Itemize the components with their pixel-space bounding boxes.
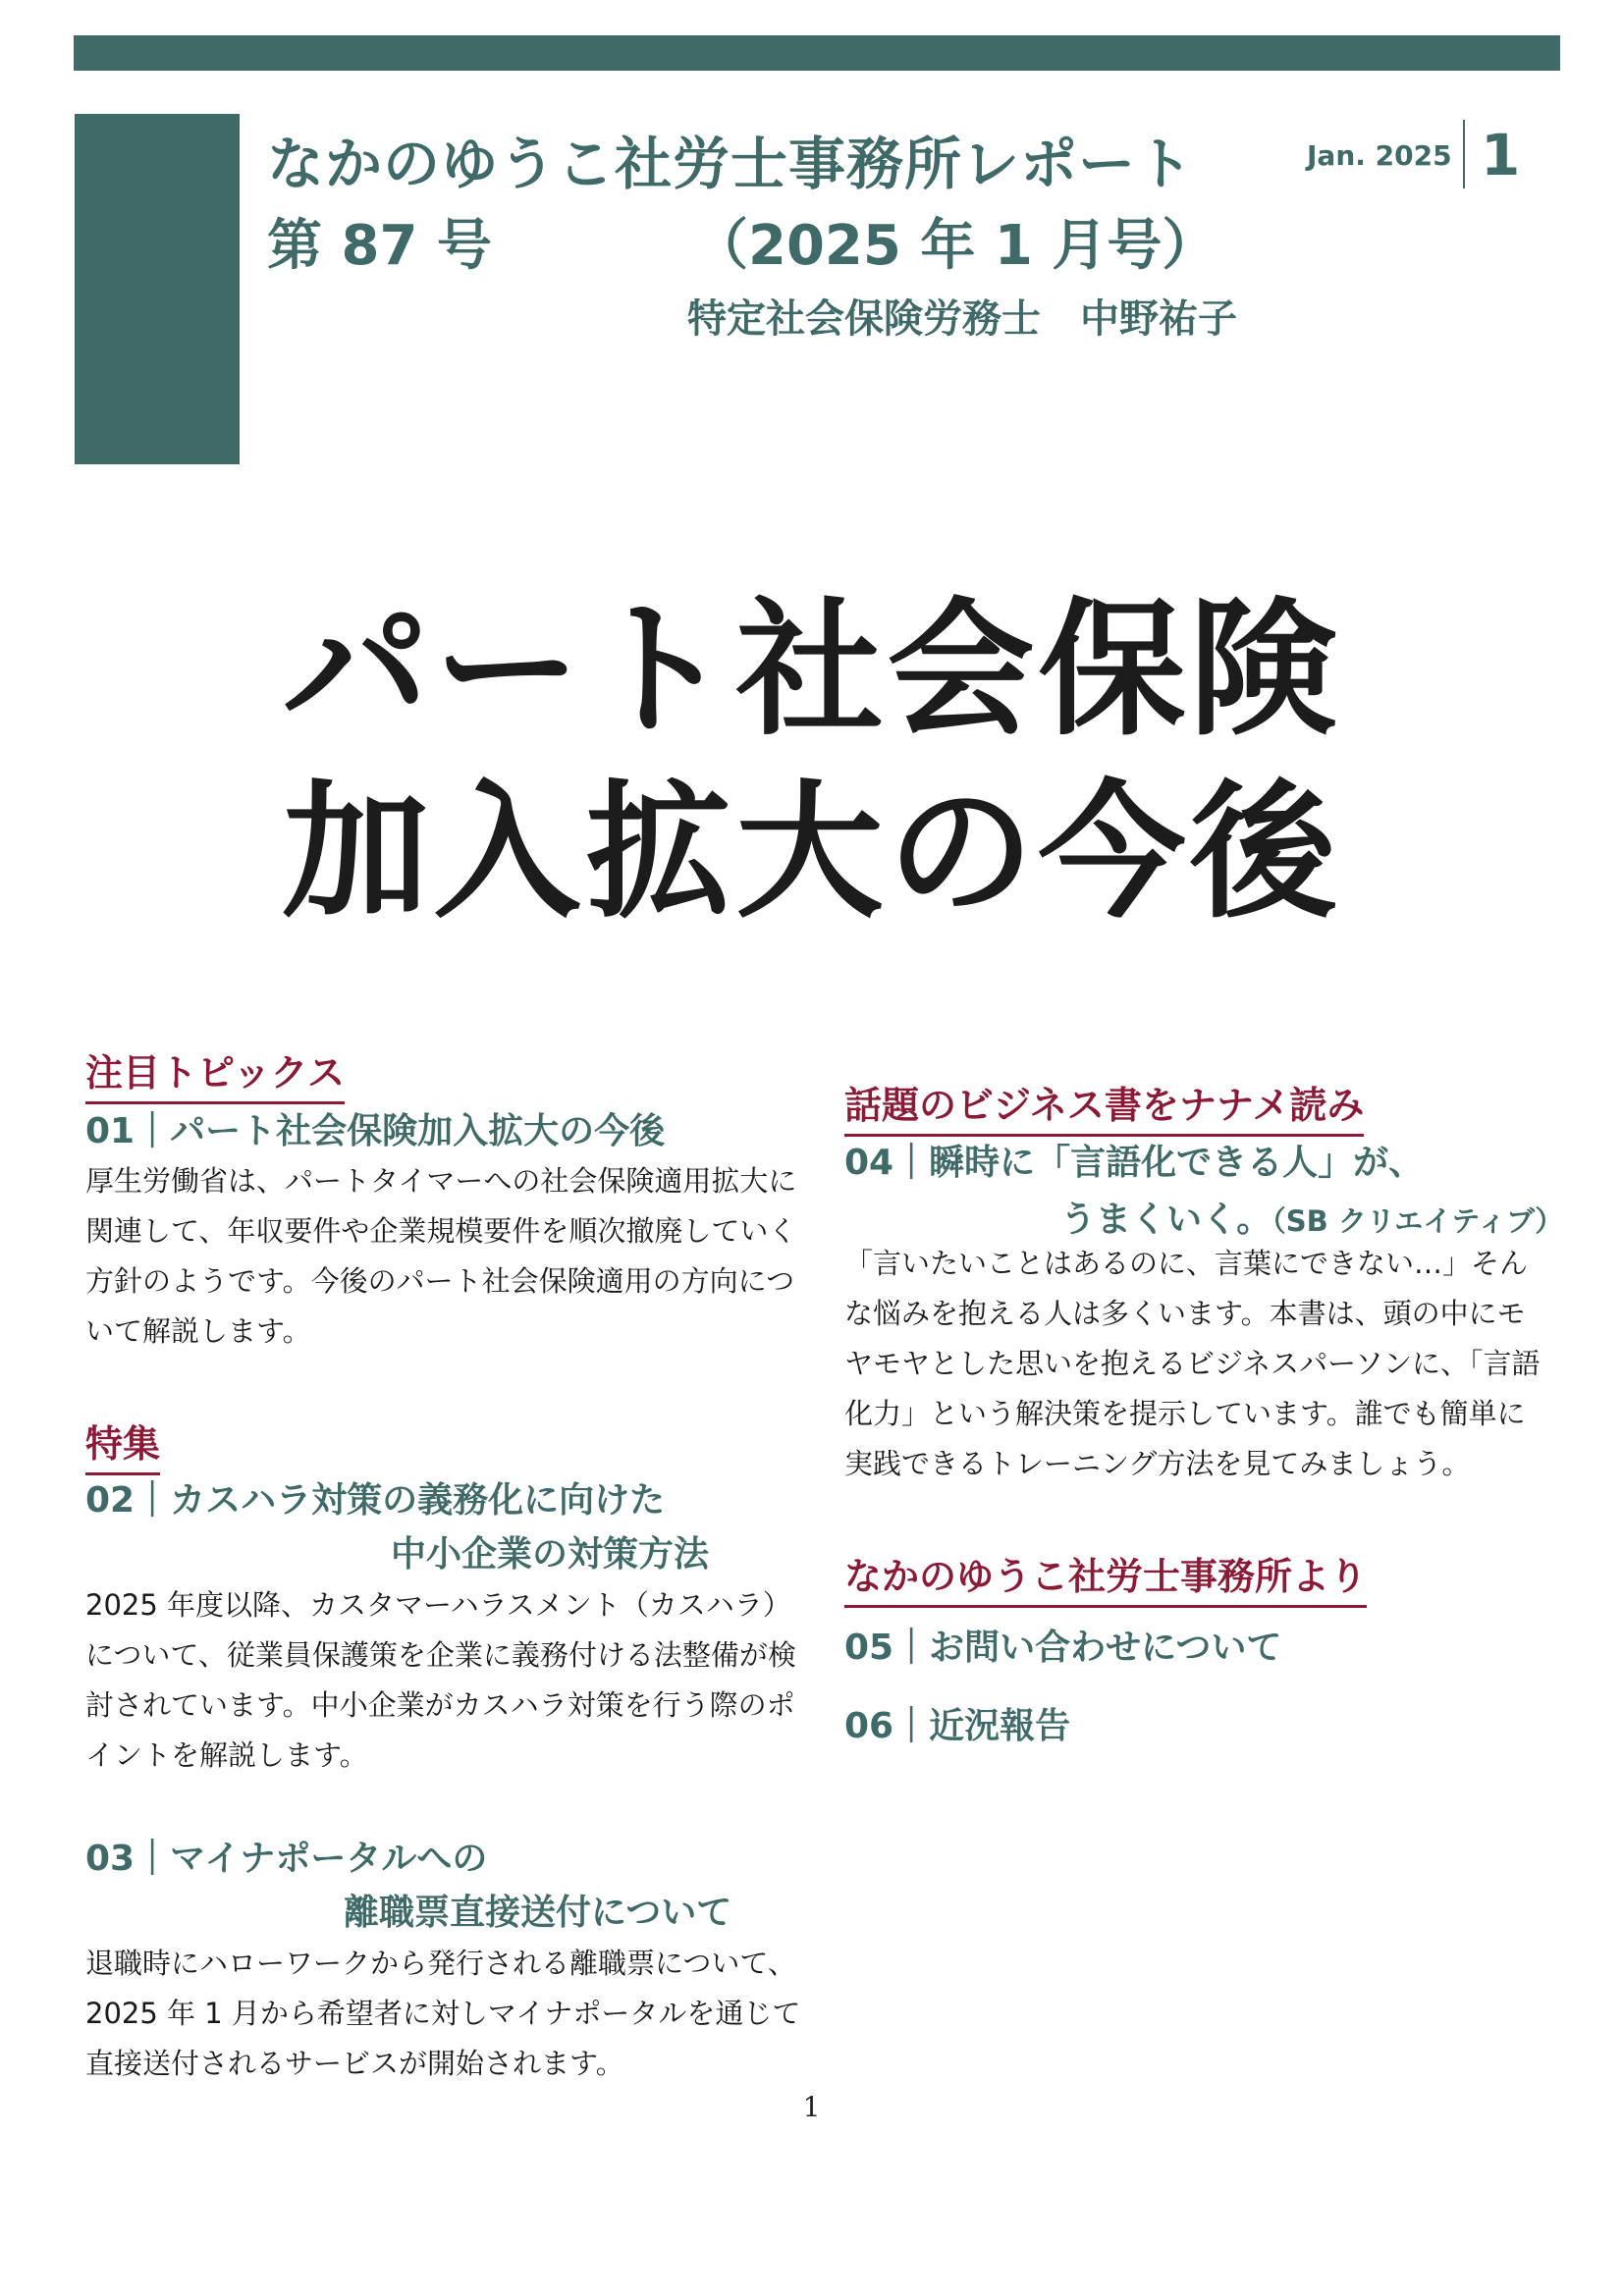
body-line: 方針のようです。今後のパート社会保険適用の方向につ bbox=[85, 1264, 795, 1298]
item-04-body bbox=[844, 1239, 1540, 1489]
section-heading-business-books: 話題のビジネス書をナナメ読み bbox=[844, 1075, 1364, 1137]
masthead-title: なかのゆうこ社労士事務所レポート bbox=[267, 131, 1195, 197]
headline-line-1: パート社会保険 bbox=[282, 585, 1341, 756]
item-03-body bbox=[85, 1939, 800, 2089]
body-line: 厚生労働省は、パートタイマーへの社会保険適用拡大に bbox=[85, 1164, 797, 1198]
item-02-title-line-2: 中小企業の対策方法 bbox=[391, 1534, 710, 1575]
item-06-title: 06｜近況報告 bbox=[844, 1706, 1071, 1746]
main-headline bbox=[0, 579, 1623, 944]
item-03-title-line-1: 03｜マイナポータルへの bbox=[85, 1839, 488, 1879]
body-line: 関連して、年収要件や企業規模要件を順次撤廃していく bbox=[85, 1214, 797, 1248]
item-03-title-line-2: 離職票直接送付について bbox=[344, 1893, 732, 1933]
top-decor-bar bbox=[74, 35, 1560, 71]
item-04-book-title: うまくいく。 bbox=[1060, 1200, 1272, 1240]
page-badge: 1 bbox=[1481, 122, 1521, 188]
body-line: いて解説します。 bbox=[85, 1314, 311, 1348]
body-line: ヤモヤとした思いを抱えるビジネスパーソンに、「言語 bbox=[844, 1347, 1541, 1380]
body-line: について、従業員保護策を企業に義務付ける法整備が検 bbox=[85, 1638, 796, 1672]
item-01-body bbox=[85, 1156, 796, 1357]
header-divider bbox=[1463, 120, 1465, 188]
headline-line-2: 加入拡大の今後 bbox=[282, 768, 1341, 938]
body-line: 化力」という解決策を提示しています。誰でも簡単に bbox=[844, 1397, 1526, 1430]
section-heading-office-news: なかのゆうこ社労士事務所より bbox=[844, 1546, 1367, 1608]
date-english: Jan. 2025 bbox=[1307, 139, 1452, 172]
body-line: 2025 年度以降、カスタマーハラスメント（カスハラ） bbox=[85, 1588, 791, 1622]
body-line: 「言いたいことはあるのに、言葉にできない…」そん bbox=[844, 1247, 1529, 1280]
author-name: 特定社会保険労務士 中野祐子 bbox=[687, 296, 1237, 342]
section-heading-feature: 特集 bbox=[85, 1414, 160, 1475]
body-line: イントを解説します。 bbox=[85, 1738, 368, 1772]
body-line: 2025 年 1 月から希望者に対しマイナポータルを通じて bbox=[85, 1997, 801, 2030]
body-line: 討されています。中小企業がカスハラ対策を行う際のポ bbox=[85, 1688, 795, 1722]
body-line: な悩みを抱える人は多くいます。本書は、頭の中にモ bbox=[844, 1297, 1526, 1330]
page-number: 1 bbox=[802, 2091, 821, 2123]
item-04-publisher: （SB クリエイティブ） bbox=[1271, 1204, 1564, 1238]
issue-date: （2025 年 1 月号） bbox=[693, 214, 1217, 278]
item-04-title-line-2 bbox=[1060, 1192, 1563, 1242]
body-line: 退職時にハローワークから発行される離職票について、 bbox=[85, 1947, 796, 1980]
body-line: 直接送付されるサービスが開始されます。 bbox=[85, 2047, 624, 2080]
item-02-body bbox=[85, 1580, 796, 1781]
item-05-title: 05｜お問い合わせについて bbox=[844, 1628, 1282, 1668]
issue-number: 第 87 号 bbox=[267, 214, 492, 278]
side-decor-block bbox=[75, 114, 240, 464]
item-04-title-line-1: 04｜瞬時に「言語化できる人」が、 bbox=[844, 1143, 1425, 1183]
body-line: 実践できるトレーニング方法を見てみましょう。 bbox=[844, 1447, 1471, 1480]
section-heading-topics: 注目トピックス bbox=[85, 1042, 345, 1104]
item-01-title: 01｜パート社会保険加入拡大の今後 bbox=[85, 1111, 666, 1151]
item-02-title-line-1: 02｜カスハラ対策の義務化に向けた bbox=[85, 1480, 666, 1521]
